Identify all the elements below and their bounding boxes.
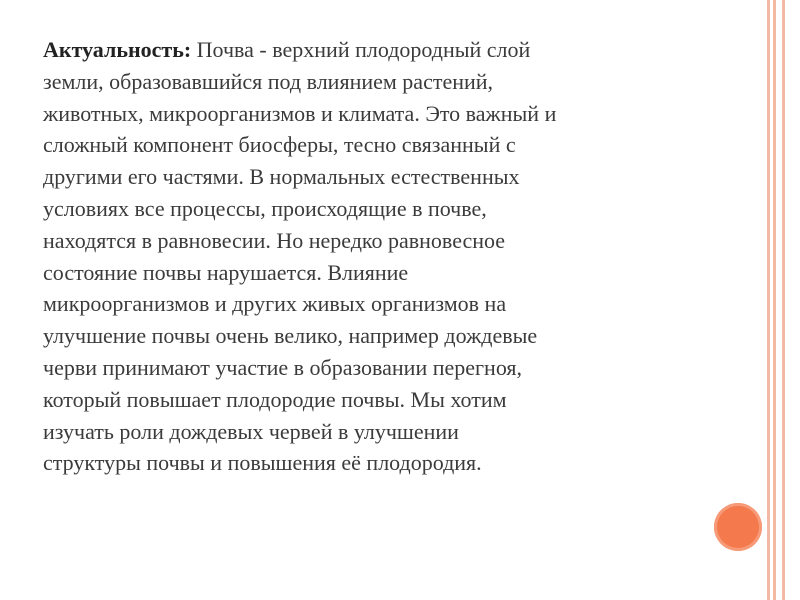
frame-line-left xyxy=(767,0,770,600)
slide-body-content: Почва - верхний плодородный слой земли, образовавшийся под влиянием растений, животных, микроорганизмов и климата. Это важный и сложный компонент биосферы, тесно связанный с другими его частями. В нормальных естественных условиях все процессы, происходящие в почве, находятся в равновесии. Но нередко равновесное состояние почвы нарушается. Влияние микроорганизмов и других живых организмов на улучшение почвы очень велико, например дождевые черви принимают участие в образовании перегноя, который повышает плодородие почвы. Мы хотим изучать роли дождевых червей в улучшении структуры почвы и повышения её плодородия. xyxy=(43,37,557,476)
accent-circle xyxy=(714,503,762,551)
frame-line-right xyxy=(782,0,785,600)
frame-line-middle xyxy=(773,0,776,600)
slide-lead-label: Актуальность: xyxy=(43,37,192,62)
slide-body-text xyxy=(43,34,683,479)
